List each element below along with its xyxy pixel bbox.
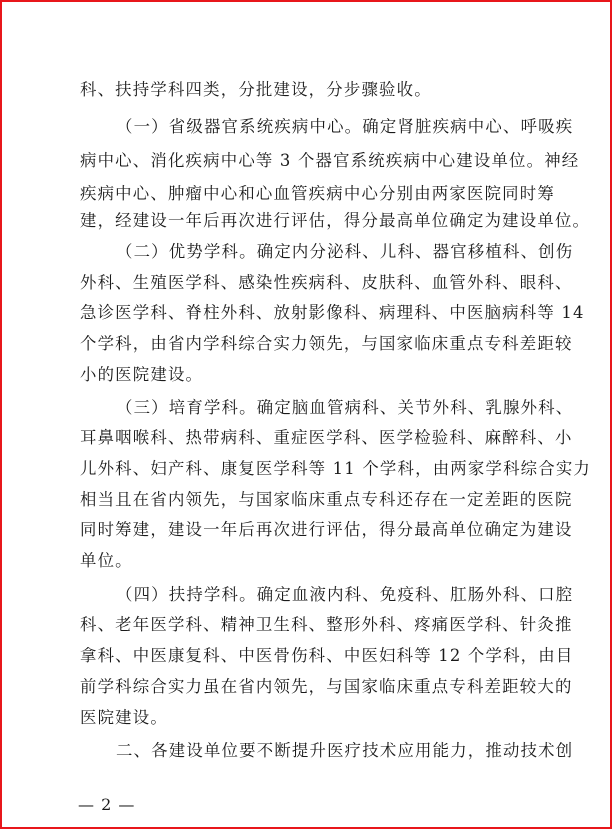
text-line: 疾病中心、肿瘤中心和心血管疾病中心分别由两家医院同时筹 bbox=[80, 184, 555, 203]
text-line: 拿科、中医康复科、中医骨伤科、中医妇科等 12 个学科，由目 bbox=[80, 646, 574, 665]
text-line: 病中心、消化疾病中心等 3 个器官系统疾病中心建设单位。神经 bbox=[80, 151, 580, 170]
text-line: 同时筹建，建设一年后再次进行评估，得分最高单位确定为建设 bbox=[80, 520, 573, 539]
text-line: 二、各建设单位要不断提升医疗技术应用能力，推动技术创 bbox=[116, 741, 574, 760]
text-line: 小的医院建设。 bbox=[80, 365, 204, 384]
text-line: 耳鼻咽喉科、热带病科、重症医学科、医学检验科、麻醉科、小 bbox=[80, 428, 573, 447]
text-line: 个学科，由省内学科综合实力领先，与国家临床重点专科差距较 bbox=[80, 334, 573, 353]
text-line: 前学科综合实力虽在省内领先，与国家临床重点专科差距较大的 bbox=[80, 677, 573, 696]
text-line: 外科、生殖医学科、感染性疾病科、皮肤科、血管外科、眼科、 bbox=[80, 273, 573, 292]
text-line: 医院建设。 bbox=[80, 708, 168, 727]
text-line: 儿外科、妇产科、康复医学科等 11 个学科，由两家学科综合实力 bbox=[80, 459, 592, 478]
text-line: （一）省级器官系统疾病中心。确定肾脏疾病中心、呼吸疾 bbox=[116, 117, 574, 136]
text-line: （三）培育学科。确定脑血管病科、关节外科、乳腺外科、 bbox=[116, 398, 574, 417]
text-line: （四）扶持学科。确定血液内科、免疫科、肛肠外科、口腔 bbox=[116, 585, 574, 604]
text-line: 科、老年医学科、精神卫生科、整形外科、疼痛医学科、针灸推 bbox=[80, 615, 573, 634]
text-line: 单位。 bbox=[80, 551, 133, 570]
page-number: — 2 — bbox=[78, 795, 136, 814]
text-line: 相当且在省内领先，与国家临床重点专科还存在一定差距的医院 bbox=[80, 490, 573, 509]
text-line: 急诊医学科、脊柱外科、放射影像科、病理科、中医脑病科等 14 bbox=[80, 303, 585, 322]
text-line: 建，经建设一年后再次进行评估，得分最高单位确定为建设单位。 bbox=[80, 211, 591, 230]
text-line: （二）优势学科。确定内分泌科、儿科、器官移植科、创伤 bbox=[116, 242, 574, 261]
text-line: 科、扶持学科四类，分批建设，分步骤验收。 bbox=[80, 80, 432, 99]
